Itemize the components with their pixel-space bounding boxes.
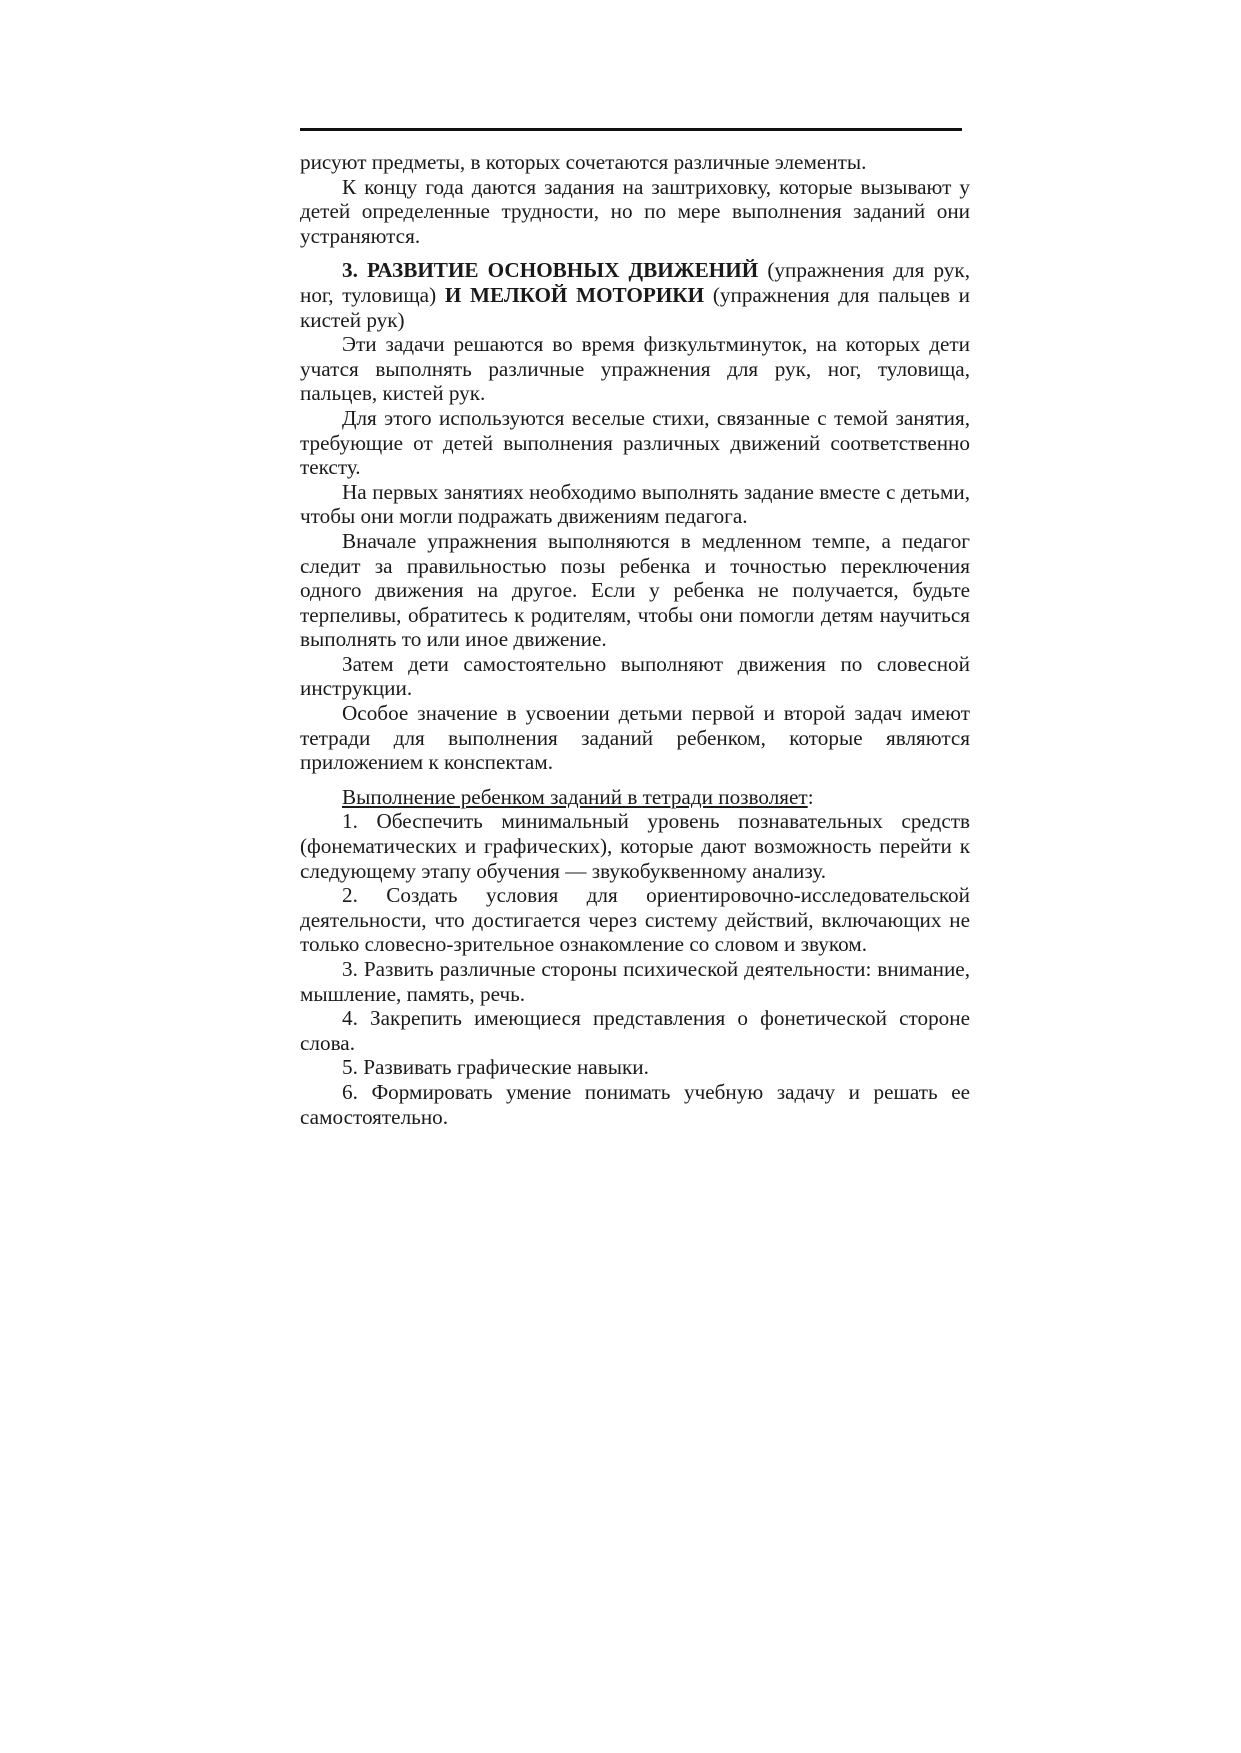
paragraph: На первых занятиях необходимо выполнять задание вместе с детьми, чтобы они могли подражать движениям педагога. — [300, 479, 970, 529]
page-body — [300, 150, 970, 1129]
list-intro-text: Выполнение ребенком заданий в тетради позволяет — [342, 784, 808, 809]
header-rule — [300, 128, 962, 131]
section-heading-title-2: И МЕЛКОЙ МОТОРИКИ — [444, 282, 705, 307]
paragraph: Вначале упражнения выполняются в медленном темпе, а педагог следит за правильностью позы ребенка и точностью переключения одного движения на другое. Если у ребенка не получается, будьте терпеливы, обратитесь к родителям, чтобы они помогли детям научиться выполнять то или иное движение. — [300, 528, 970, 652]
list-item: 3. Развить различные стороны психической деятельности: внимание, мышление, память, речь. — [300, 957, 970, 1006]
paragraph: Для этого используются веселые стихи, связанные с темой занятия, требующие от детей выполнения различных движений соответственно тексту. — [300, 405, 970, 480]
list-intro — [300, 785, 970, 810]
paragraph: Затем дети самостоятельно выполняют движения по словесной инструкции. — [300, 651, 970, 701]
list-item: 1. Обеспечить минимальный уровень познавательных средств (фонематических и графических), которые дают возможность перейти к следующему этапу обучения — звукобуквенному анализу. — [300, 809, 970, 883]
list-item: 2. Создать условия для ориентировочно-исследовательской деятельности, что достигается через систему действий, включающих не только словесно-зрительное ознакомление со словом и звуком. — [300, 883, 970, 957]
paragraph: Эти задачи решаются во время физкультминуток, на которых дети учатся выполнять различные упражнения для рук, ног, туловища, пальцев, кистей рук. — [300, 332, 970, 406]
paragraph: рисуют предметы, в которых сочетаются различные элементы. — [300, 150, 867, 174]
paragraph: Особое значение в усвоении детьми первой и второй задач имеют тетради для выполнения заданий ребенком, которые являются приложением к конспектам. — [300, 701, 970, 775]
list-item: 4. Закрепить имеющиеся представления о фонетической стороне слова. — [300, 1006, 970, 1055]
section-heading — [300, 258, 970, 332]
section-heading-title-1: 3. РАЗВИТИЕ ОСНОВНЫХ ДВИЖЕНИЙ — [342, 258, 759, 283]
list-intro-colon: : — [807, 784, 814, 809]
list-item: 5. Развивать графические навыки. — [342, 1055, 649, 1080]
paragraph: К концу года даются задания на заштриховку, которые вызывают у детей определенные трудности, но по мере выполнения заданий они устраняются. — [300, 174, 970, 248]
list-item: 6. Формировать умение понимать учебную задачу и решать ее самостоятельно. — [300, 1079, 970, 1129]
section-heading-note-2: (упражнения для пальцев и кистей рук) — [300, 282, 970, 332]
section-heading-note-1: (упражнения для рук, ног, туловища) — [300, 258, 970, 307]
